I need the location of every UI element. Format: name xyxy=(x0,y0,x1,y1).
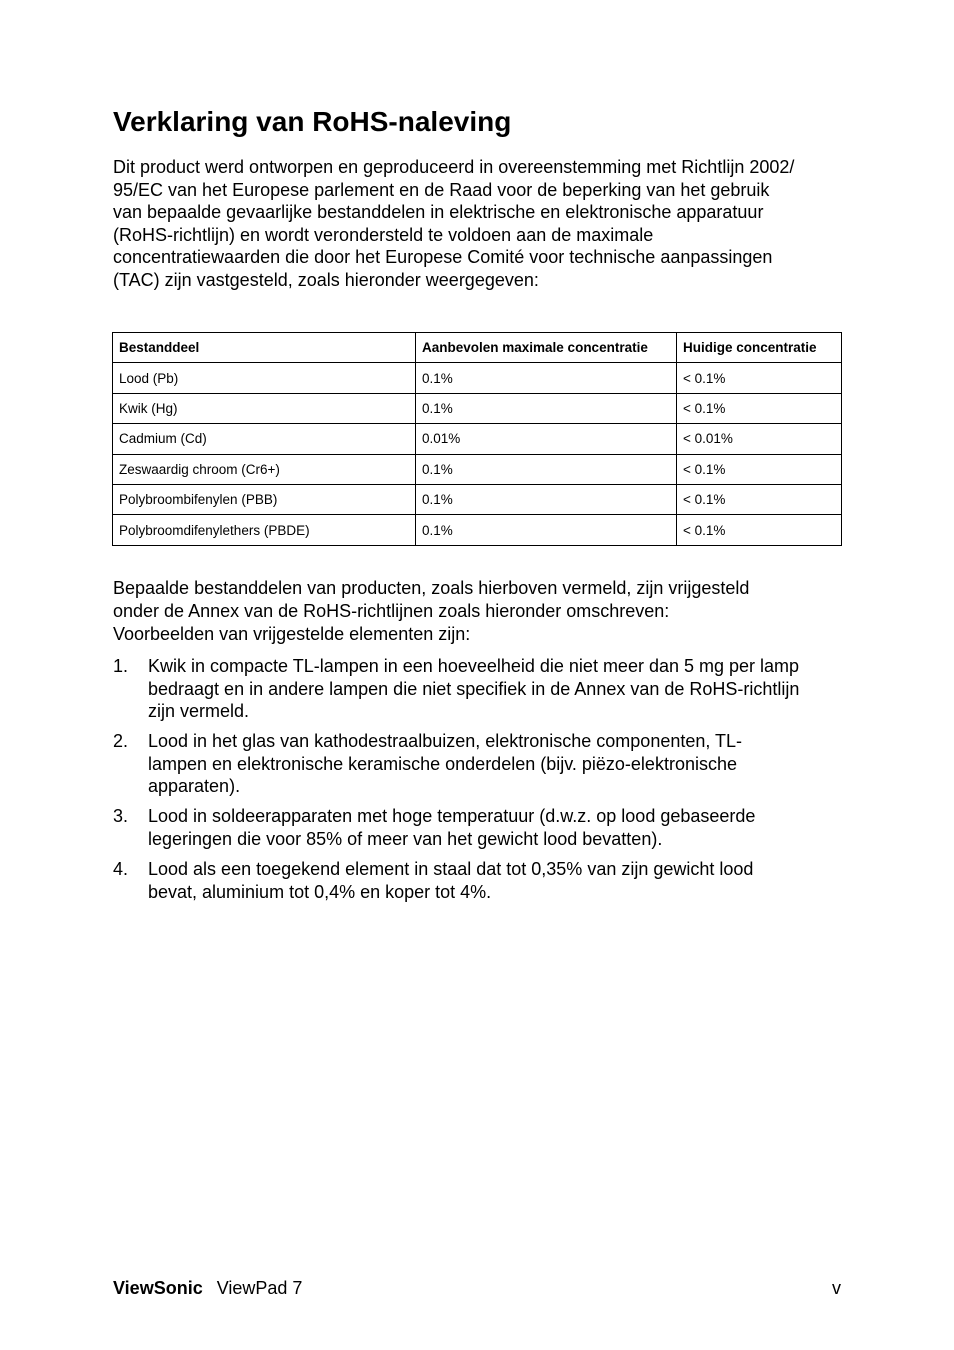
page-number: v xyxy=(832,1278,841,1298)
list-item xyxy=(113,655,843,723)
exemption-line: Bepaalde bestanddelen van producten, zoals hierboven vermeld, zijn vrijgesteld xyxy=(113,578,750,598)
cell-max-concentration: 0.1% xyxy=(416,393,677,423)
intro-line: van bepaalde gevaarlijke bestanddelen in elektrische en elektronische apparatuur xyxy=(113,202,764,223)
list-item-line: zijn vermeld. xyxy=(148,701,250,722)
cell-substance: Zeswaardig chroom (Cr6+) xyxy=(113,454,416,484)
examples-intro: Voorbeelden van vrijgestelde elementen zijn: xyxy=(113,624,471,644)
table-row xyxy=(113,363,842,393)
intro-paragraph xyxy=(113,156,853,292)
table-row xyxy=(113,454,842,484)
list-item-line: bedraagt en in andere lampen die niet specifiek in de Annex van de RoHS-richtlijn xyxy=(148,678,800,699)
cell-substance: Kwik (Hg) xyxy=(113,393,416,423)
cell-current-concentration: < 0.1% xyxy=(677,454,842,484)
cell-current-concentration: < 0.1% xyxy=(677,363,842,393)
table-row xyxy=(113,424,842,454)
cell-max-concentration: 0.1% xyxy=(416,484,677,514)
list-item-line: lampen en elektronische keramische onderdelen (bijv. piëzo-elektronische xyxy=(148,753,737,774)
list-item-number: 1. xyxy=(113,656,129,676)
cell-max-concentration: 0.1% xyxy=(416,515,677,545)
cell-max-concentration: 0.1% xyxy=(416,363,677,393)
cell-current-concentration: < 0.1% xyxy=(677,484,842,514)
list-item-line: apparaten). xyxy=(148,776,241,797)
cell-substance: Cadmium (Cd) xyxy=(113,424,416,454)
cell-substance: Lood (Pb) xyxy=(113,363,416,393)
list-item-line: legeringen die voor 85% of meer van het gewicht lood bevatten). xyxy=(148,828,663,849)
table-row xyxy=(113,484,842,514)
cell-substance: Polybroombifenylen (PBB) xyxy=(113,484,416,514)
exemption-examples-list xyxy=(113,655,843,911)
exemption-paragraph xyxy=(113,577,843,622)
list-item-number: 3. xyxy=(113,806,129,827)
table-header-row xyxy=(113,333,842,363)
rohs-concentration-table xyxy=(112,332,842,546)
cell-max-concentration: 0.1% xyxy=(416,454,677,484)
list-item-number: 4. xyxy=(113,858,129,879)
intro-line: Dit product werd ontworpen en geproduceerd in overeenstemming met Richtlijn 2002/ xyxy=(113,157,795,177)
list-item-line: Lood in soldeerapparaten met hoge temperatuur (d.w.z. op lood gebaseerde xyxy=(148,806,756,827)
table-row xyxy=(113,515,842,545)
exemption-line: onder de Annex van de RoHS-richtlijnen zoals hieronder omschreven: xyxy=(113,600,670,621)
header-substance: Bestanddeel xyxy=(113,333,416,363)
header-max-concentration: Aanbevolen maximale concentratie xyxy=(416,333,677,363)
list-item-line: bevat, aluminium tot 0,4% en koper tot 4%. xyxy=(148,881,492,902)
list-item-number: 2. xyxy=(113,731,129,752)
footer-model: ViewPad 7 xyxy=(216,1278,303,1298)
page-title: Verklaring van RoHS-naleving xyxy=(113,106,512,137)
page-footer xyxy=(113,1276,841,1300)
intro-line: (TAC) zijn vastgesteld, zoals hieronder weergegeven: xyxy=(113,269,539,290)
cell-max-concentration: 0.01% xyxy=(416,424,677,454)
cell-substance: Polybroomdifenylethers (PBDE) xyxy=(113,515,416,545)
footer-brand: ViewSonic xyxy=(113,1278,203,1298)
intro-line: (RoHS-richtlijn) en wordt verondersteld te voldoen aan de maximale xyxy=(113,224,654,245)
cell-current-concentration: < 0.1% xyxy=(677,393,842,423)
list-item xyxy=(113,730,843,798)
cell-current-concentration: < 0.1% xyxy=(677,515,842,545)
list-item xyxy=(113,805,843,850)
list-item-line: Lood als een toegekend element in staal dat tot 0,35% van zijn gewicht lood xyxy=(148,858,754,879)
header-current-concentration: Huidige concentratie xyxy=(677,333,842,363)
intro-line: concentratiewaarden die door het Europese Comité voor technische aanpassingen xyxy=(113,247,773,268)
list-item-line: Lood in het glas van kathodestraalbuizen, elektronische componenten, TL- xyxy=(148,731,743,752)
table-row xyxy=(113,393,842,423)
cell-current-concentration: < 0.01% xyxy=(677,424,842,454)
intro-line: 95/EC van het Europese parlement en de Raad voor de beperking van het gebruik xyxy=(113,179,770,200)
list-item xyxy=(113,858,843,903)
list-item-line: Kwik in compacte TL-lampen in een hoeveelheid die niet meer dan 5 mg per lamp xyxy=(148,656,800,676)
